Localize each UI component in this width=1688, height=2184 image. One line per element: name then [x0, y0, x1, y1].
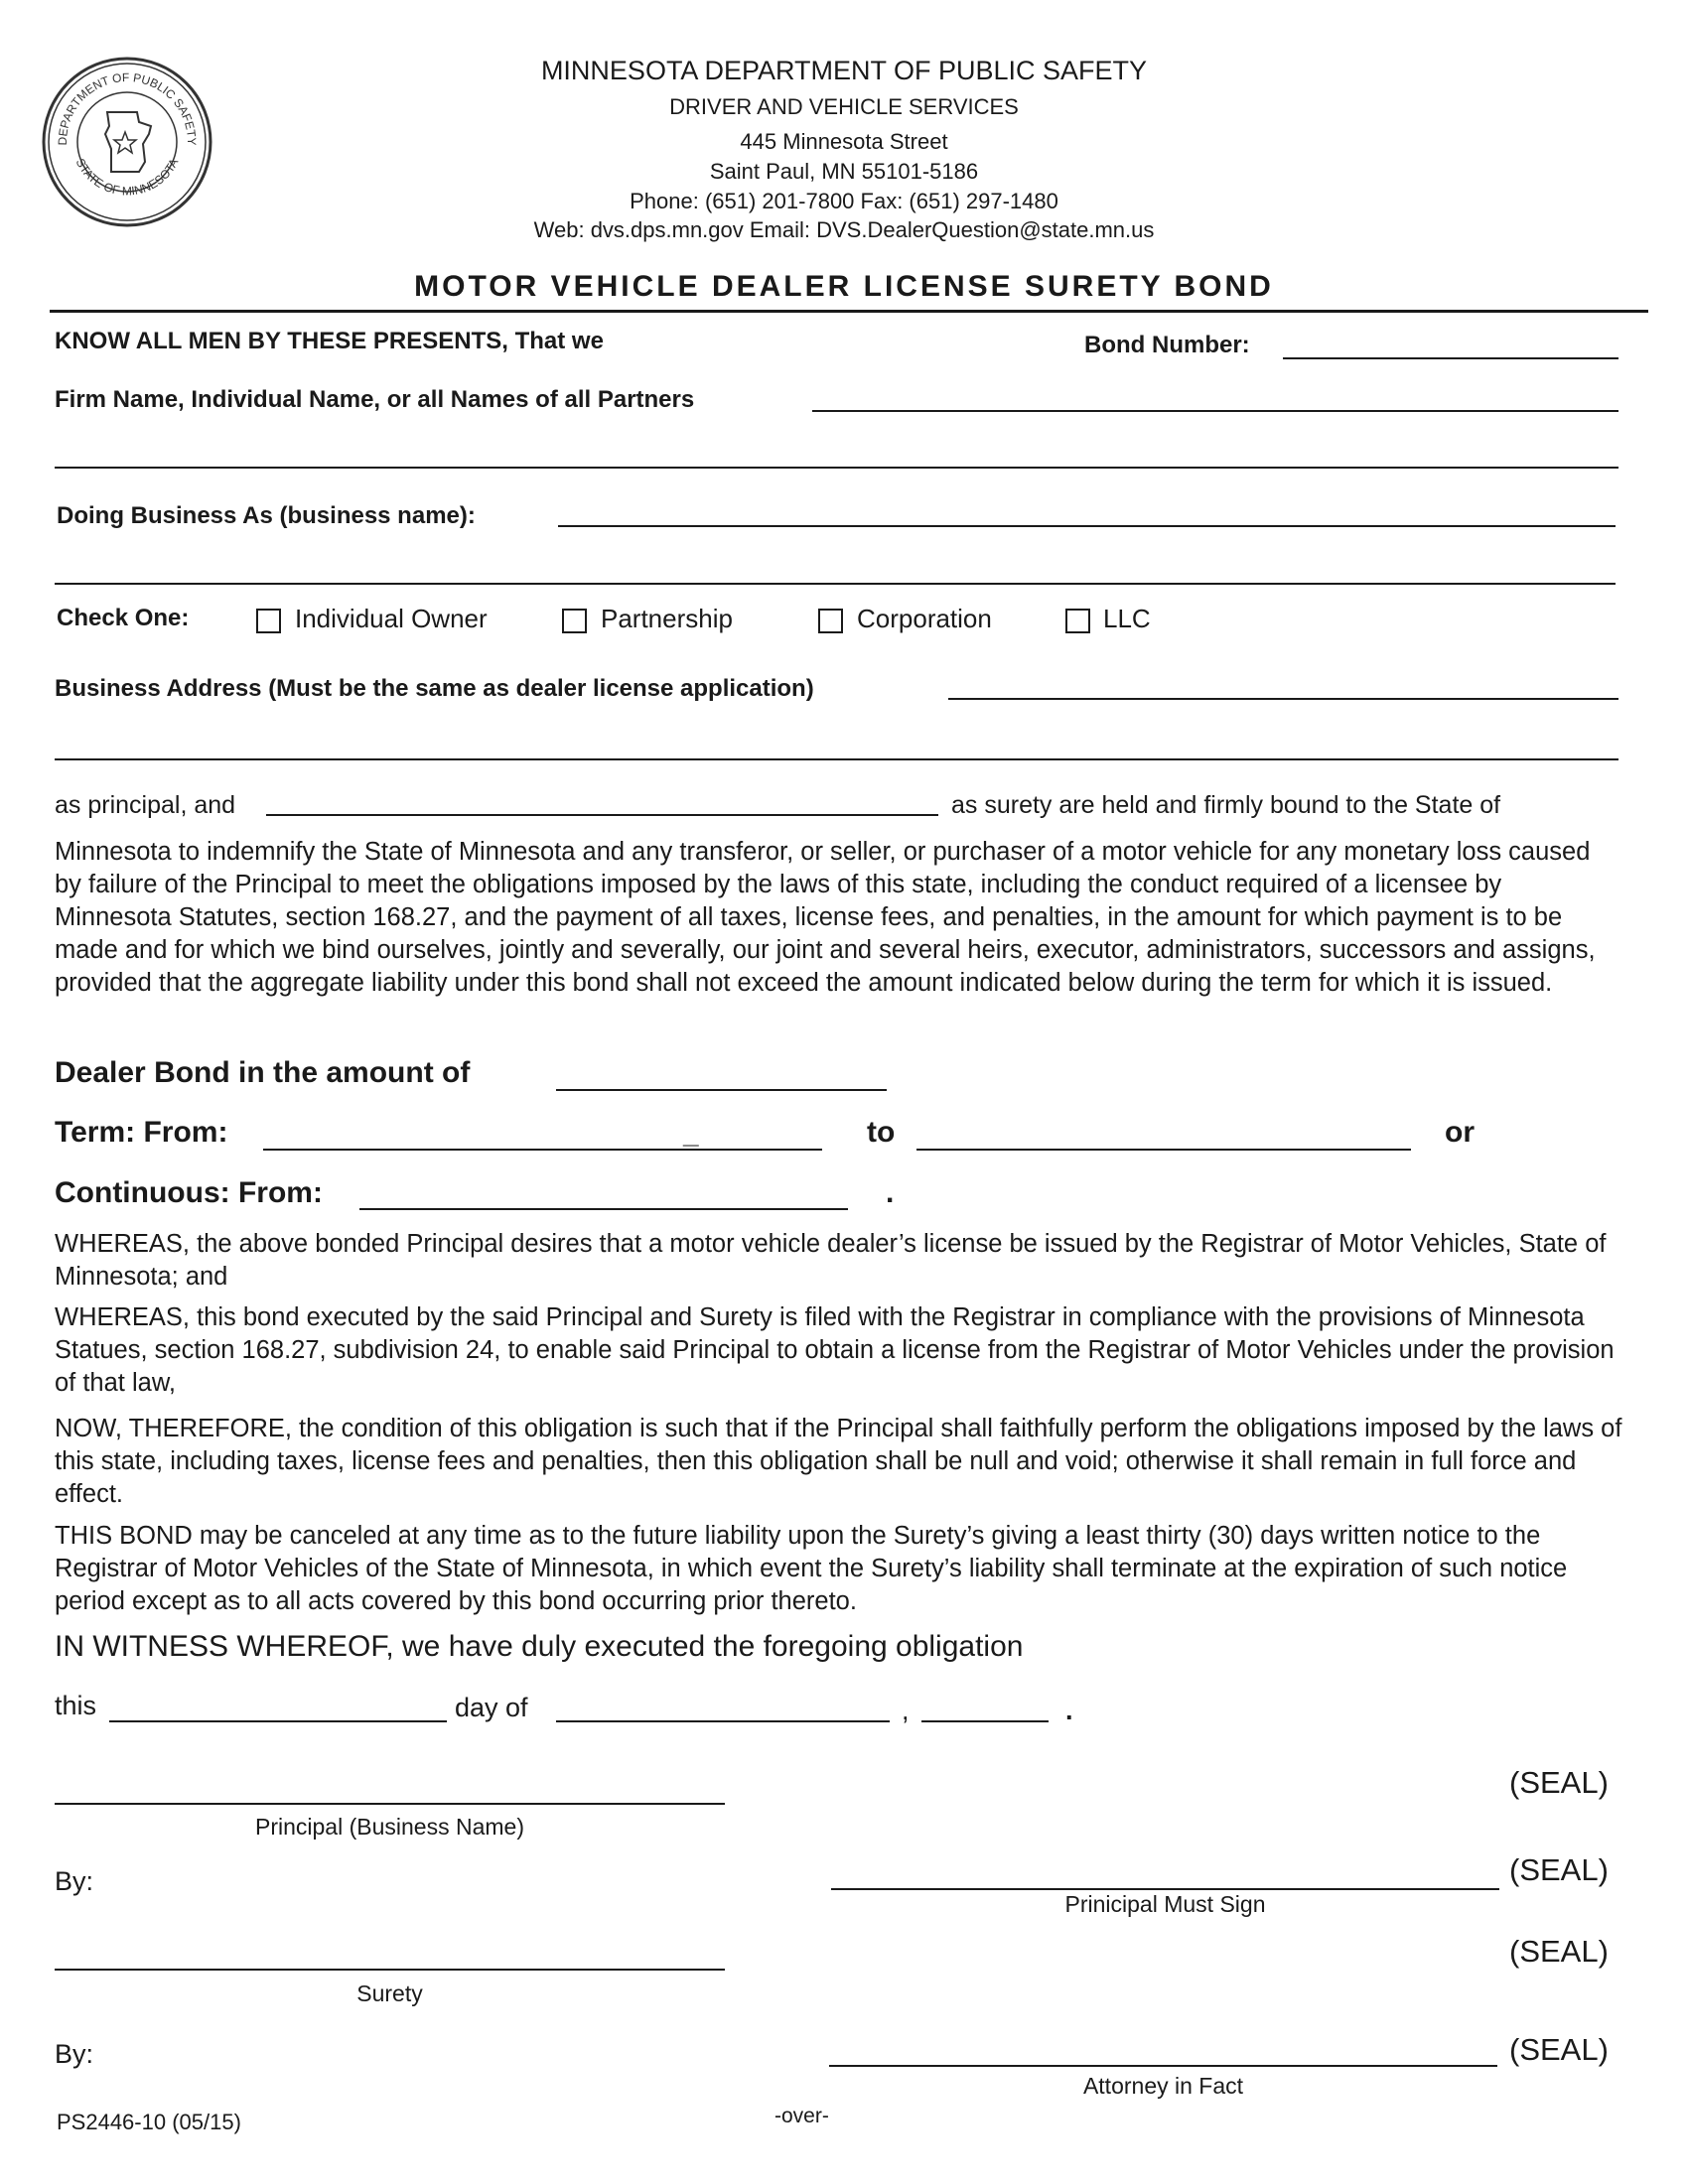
option-corporation: Corporation: [857, 604, 992, 633]
title-rule: [50, 310, 1648, 313]
surety-caption: Surety: [356, 1980, 423, 2006]
dba-field[interactable]: [558, 525, 1616, 527]
now-therefore-paragraph: NOW, THEREFORE, the condition of this obligation is such that if the Principal shall faithfully perform the obligations imposed by the laws of this state, including taxes, license fees and penalties, then this obligation shall be null and void; otherwise it shall remain in full force and effect.: [55, 1415, 1622, 1508]
continuous-from-label: Continuous: From:: [55, 1176, 323, 1209]
seal-label-4: (SEAL): [1509, 2032, 1609, 2067]
checkbox-llc[interactable]: [1065, 609, 1090, 633]
form-title: MOTOR VEHICLE DEALER LICENSE SURETY BOND: [414, 270, 1274, 303]
whereas-paragraph-2: WHEREAS, this bond executed by the said Principal and Surety is filed with the Registrar in compliance with the provisions of Minnesota Statues, section 168.27, subdivision 24, to enable said Principal to obtain a license from the Registrar of Motor Vehicles under the provision of that law,: [55, 1303, 1615, 1397]
checkbox-partnership[interactable]: [562, 609, 587, 633]
checkbox-individual-owner[interactable]: [256, 609, 281, 633]
form-number: PS2446-10 (05/15): [57, 2110, 241, 2134]
agency-name: MINNESOTA DEPARTMENT OF PUBLIC SAFETY: [540, 56, 1148, 85]
principal-signature-field[interactable]: [831, 1888, 1499, 1890]
business-address-field[interactable]: [948, 698, 1618, 700]
firm-name-field[interactable]: [812, 410, 1618, 412]
term-to-label: to: [867, 1116, 896, 1149]
bond-number-label: Bond Number:: [1084, 332, 1250, 358]
term-from-label: Term: From:: [55, 1116, 228, 1149]
continuous-period: .: [886, 1176, 895, 1209]
by-label-2: By:: [55, 2039, 94, 2069]
principal-business-name-caption: Principal (Business Name): [255, 1814, 524, 1840]
seal-label-3: (SEAL): [1509, 1934, 1609, 1969]
attorney-signature-field[interactable]: [829, 2065, 1497, 2067]
term-from-field[interactable]: [263, 1149, 822, 1151]
address-street: 445 Minnesota Street: [740, 129, 948, 154]
year-field[interactable]: [921, 1720, 1049, 1722]
bond-amount-field[interactable]: [556, 1089, 887, 1091]
this-label: this: [55, 1691, 97, 1720]
month-field[interactable]: [556, 1720, 890, 1722]
phone-fax: Phone: (651) 201-7800 Fax: (651) 297-1480: [630, 189, 1058, 213]
seal-inner-text: STATE OF MINNESOTA: [72, 156, 182, 199]
web-email: Web: dvs.dps.mn.gov Email: DVS.DealerQuestion@state.mn.us: [533, 217, 1155, 242]
date-comma: ,: [902, 1696, 910, 1725]
this-bond-paragraph: THIS BOND may be canceled at any time as to the future liability upon the Surety’s giving a least thirty (30) days written notice to the Registrar of Motor Vehicles of the State of Minnesota, in which event the Surety’s liability shall terminate at the expiration of such notice period except as to all acts covered by this bond occurring prior thereto.: [55, 1522, 1568, 1615]
continuous-from-field[interactable]: [359, 1208, 848, 1210]
option-partnership: Partnership: [601, 604, 733, 633]
know-all-label: KNOW ALL MEN BY THESE PRESENTS, That we: [55, 328, 604, 354]
option-llc: LLC: [1103, 604, 1151, 633]
witness-statement: IN WITNESS WHEREOF, we have duly executed the foregoing obligation: [55, 1630, 1024, 1663]
business-address-field-line-2[interactable]: [55, 758, 1618, 760]
division-name: DRIVER AND VEHICLE SERVICES: [669, 94, 1019, 119]
check-one-label: Check One:: [57, 605, 190, 631]
over-indicator: -over-: [774, 2105, 829, 2127]
dba-label: Doing Business As (business name):: [57, 502, 476, 529]
firm-name-label: Firm Name, Individual Name, or all Names of all Partners: [55, 386, 695, 413]
option-individual-owner: Individual Owner: [295, 604, 488, 633]
bond-number-field[interactable]: [1283, 357, 1618, 359]
term-or-label: or: [1445, 1116, 1475, 1149]
business-address-label: Business Address (Must be the same as dealer license application): [55, 675, 814, 702]
term-to-field[interactable]: [916, 1149, 1411, 1151]
checkbox-corporation[interactable]: [818, 609, 843, 633]
whereas-paragraph-1: WHEREAS, the above bonded Principal desires that a motor vehicle dealer’s license be issued by the Registrar of Motor Vehicles, State of Minnesota; and: [55, 1230, 1607, 1291]
term-underscore: _: [683, 1118, 699, 1149]
principal-must-sign-caption: Prinicipal Must Sign: [1064, 1891, 1266, 1917]
bond-amount-label: Dealer Bond in the amount of: [55, 1056, 471, 1089]
surety-name-field[interactable]: [266, 814, 938, 816]
address-city: Saint Paul, MN 55101-5186: [709, 159, 979, 184]
seal-label-1: (SEAL): [1509, 1765, 1609, 1800]
principal-business-name-field[interactable]: [55, 1803, 725, 1805]
as-principal-text: as principal, and: [55, 791, 236, 819]
as-surety-text: as surety are held and firmly bound to the State of: [951, 791, 1501, 819]
seal-outer-text: DEPARTMENT OF PUBLIC SAFETY: [55, 69, 200, 146]
day-field[interactable]: [109, 1720, 447, 1722]
day-of-label: day of: [455, 1693, 528, 1722]
date-period: .: [1065, 1696, 1073, 1725]
seal-label-2: (SEAL): [1509, 1852, 1609, 1887]
dba-field-line-2[interactable]: [55, 583, 1616, 585]
indemnity-paragraph: Minnesota to indemnify the State of Minnesota and any transferor, or seller, or purchaser of a motor vehicle for any monetary loss caused by failure of the Principal to meet the obligations imposed by the laws of this state, including the conduct required of a licensee by Minnesota Statutes, section 168.27, and the payment of all taxes, license fees, and penalties, in the amount for which payment is to be made and for which we bind ourselves, jointly and severally, our joint and several heirs, executor, administrators, successors and assigns, provided that the aggregate liability under this bond shall not exceed the amount indicated below during the term for which it is issued.: [55, 838, 1596, 997]
by-label-1: By:: [55, 1866, 94, 1896]
surety-field[interactable]: [55, 1969, 725, 1971]
attorney-in-fact-caption: Attorney in Fact: [1082, 2073, 1244, 2099]
firm-name-field-line-2[interactable]: [55, 467, 1618, 469]
